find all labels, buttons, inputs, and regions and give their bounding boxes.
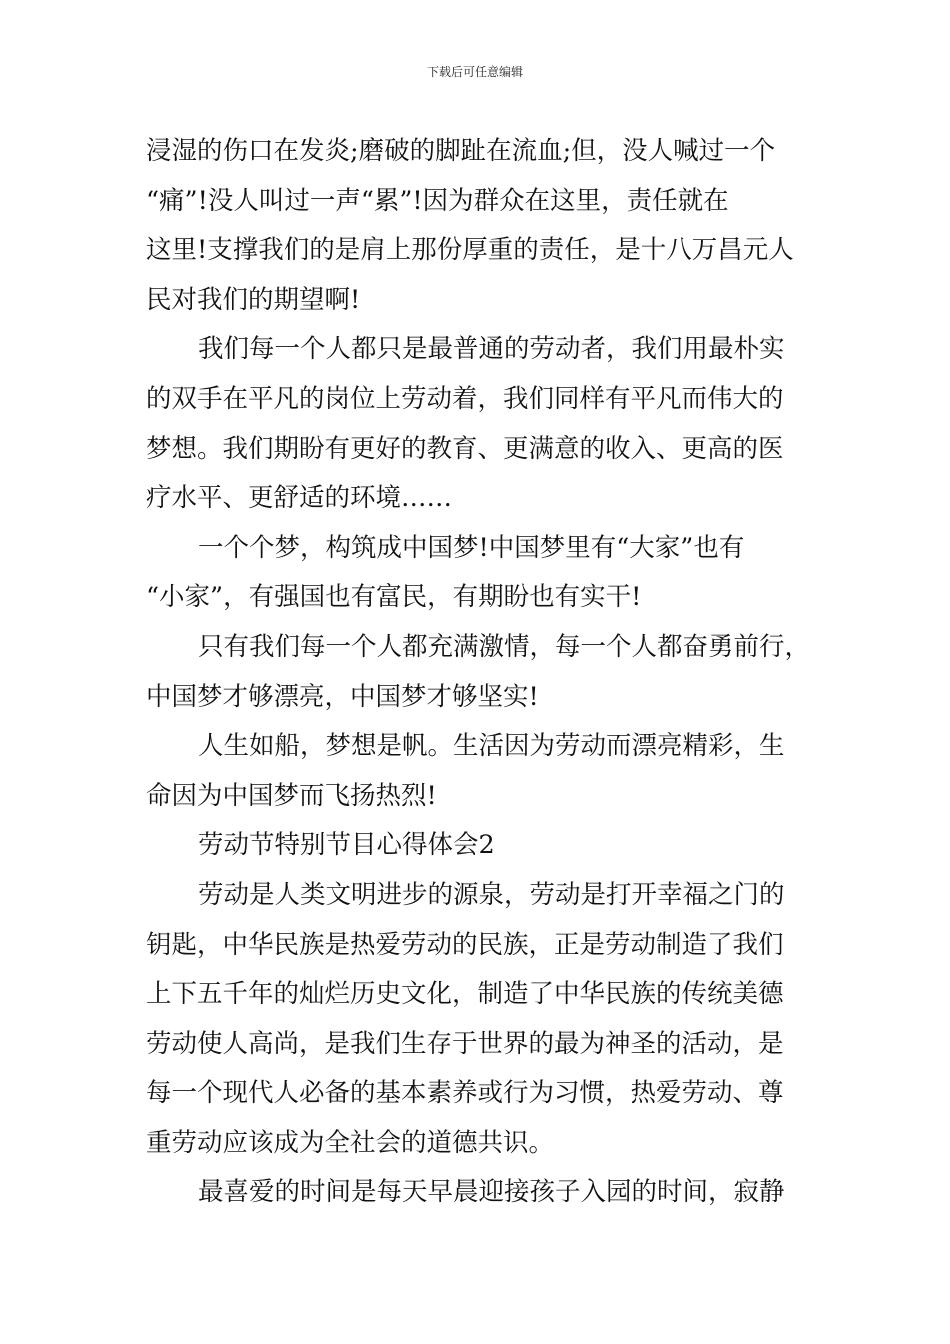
- text-line: 中国梦才够漂亮，中国梦才够坚实!: [146, 681, 539, 712]
- text-line: “小家”，有强国也有富民，有期盼也有实干!: [146, 582, 642, 613]
- text-line: 疗水平、更舒适的环境……: [146, 483, 453, 514]
- document-body: [146, 127, 811, 1218]
- text-line: 民对我们的期望啊!: [146, 284, 361, 315]
- text-line: 钥匙，中华民族是热爱劳动的民族，正是劳动制造了我们: [146, 929, 784, 960]
- text-line: 我们每一个人都只是最普通的劳动者，我们用最朴实: [198, 334, 785, 365]
- text-line: 上下五千年的灿烂历史文化，制造了中华民族的传统美德: [146, 979, 784, 1010]
- text-line: 劳动是人类文明进步的源泉，劳动是打开幸福之门的: [198, 879, 785, 910]
- text-line: 这里!支撑我们的是肩上那份厚重的责任，是十八万昌元人: [146, 235, 794, 266]
- text-line: 劳动使人高尚，是我们生存于世界的最为神圣的活动，是: [146, 1028, 784, 1059]
- paragraph: [146, 1168, 808, 1218]
- text-line: 人生如船，梦想是帆。生活因为劳动而漂亮精彩，生: [198, 731, 785, 762]
- text-line: 命因为中国梦而飞扬热烈!: [146, 780, 437, 811]
- section-heading: [146, 821, 808, 871]
- paragraph: [146, 127, 808, 325]
- paragraph: [146, 524, 808, 623]
- paragraph: [146, 623, 811, 722]
- text-line: 只有我们每一个人都充满激情，每一个人都奋勇前行，: [198, 631, 811, 662]
- text-line: 重劳动应该成为全社会的道德共识。: [146, 1127, 555, 1158]
- heading-line: 劳动节特别节目心得体会2: [198, 830, 495, 861]
- text-line: “痛”!没人叫过一声“累”!因为群众在这里，责任就在: [146, 185, 729, 216]
- paragraph: [146, 871, 808, 1169]
- text-line: 一个个梦，构筑成中国梦!中国梦里有“大家”也有: [198, 532, 745, 563]
- paragraph: [146, 722, 808, 821]
- text-line: 最喜爱的时间是每天早晨迎接孩子入园的时间，寂静: [198, 1177, 785, 1208]
- text-line: 每一个现代人必备的基本素养或行为习惯，热爱劳动、尊: [146, 1078, 784, 1109]
- paragraph: [146, 325, 808, 523]
- page-header-note: 下载后可任意编辑: [426, 65, 523, 79]
- text-line: 的双手在平凡的岗位上劳动着，我们同样有平凡而伟大的: [146, 383, 784, 414]
- text-line: 梦想。我们期盼有更好的教育、更满意的收入、更高的医: [146, 433, 784, 464]
- text-line: 浸湿的伤口在发炎;磨破的脚趾在流血;但，没人喊过一个: [146, 136, 776, 166]
